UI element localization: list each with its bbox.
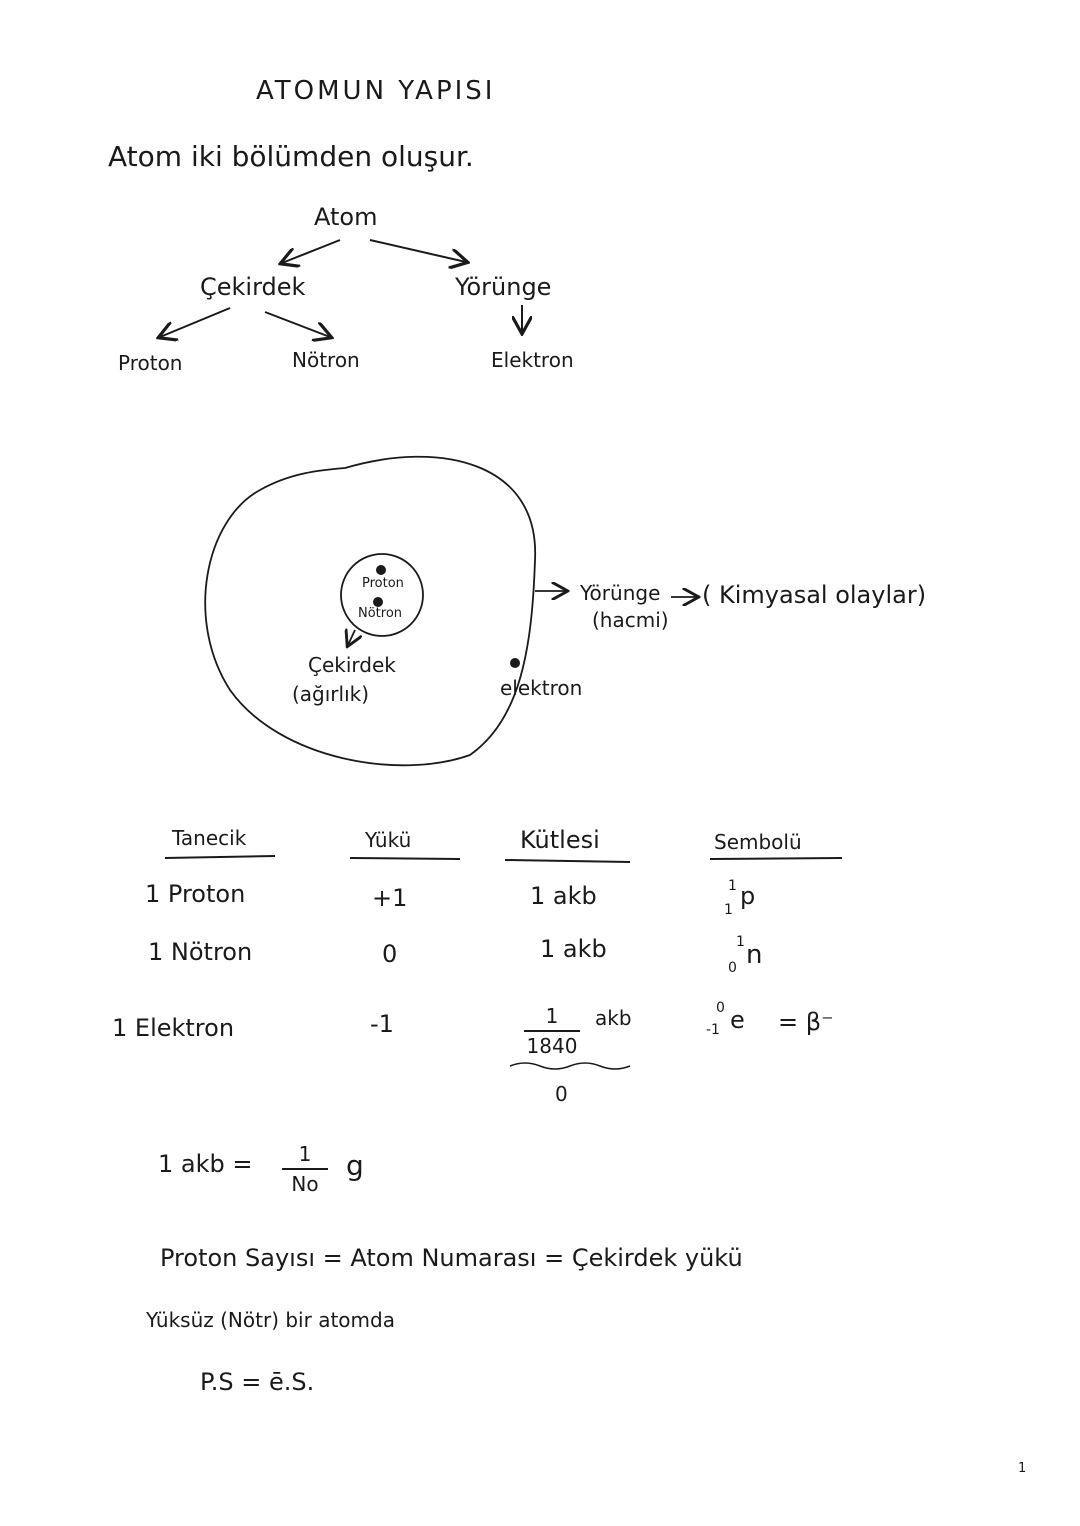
arrow-cekirdek-to-notron <box>265 312 330 337</box>
row-notron-charge: 0 <box>382 940 398 968</box>
tree-root-atom: Atom <box>314 203 378 231</box>
electron-dot <box>510 658 520 668</box>
elektron-beta-equiv: = β⁻ <box>778 1008 834 1036</box>
header-sembolu: Sembolü <box>714 830 802 854</box>
proton-mass-number: 1 <box>728 878 737 894</box>
akb-formula-left: 1 akb = <box>158 1150 253 1178</box>
page-title: ATOMUN YAPISI <box>256 76 496 106</box>
header-yuku: Yükü <box>365 828 412 852</box>
elektron-mass-denominator: 1840 <box>526 1034 578 1058</box>
tree-yorunge: Yörünge <box>455 273 552 301</box>
rule-proton-sayisi: Proton Sayısı = Atom Numarası = Çekirdek yükü <box>160 1244 743 1272</box>
proton-dot <box>376 565 386 575</box>
akb-formula-numerator: 1 <box>282 1142 328 1170</box>
row-proton-particle: 1 Proton <box>145 880 246 908</box>
arrow-atom-to-cekirdek <box>282 240 340 263</box>
cekirdek-label: Çekirdek <box>308 653 396 677</box>
rule-yuksuz-atom: Yüksüz (Nötr) bir atomda <box>146 1308 395 1332</box>
akb-formula-denominator: No <box>291 1172 319 1196</box>
approx-wave <box>510 1063 630 1069</box>
elektron-mass-approx: 0 <box>555 1082 568 1106</box>
orbit-sub-label: (hacmi) <box>592 608 669 632</box>
arrow-to-cekirdek-label <box>348 630 355 645</box>
row-notron-symbol <box>728 932 778 978</box>
elektron-atomic-number: -1 <box>706 1022 720 1038</box>
row-proton-symbol <box>724 876 774 920</box>
cekirdek-sub-label: (ağırlık) <box>292 682 370 706</box>
row-notron-mass: 1 akb <box>540 935 607 963</box>
orbit-label: Yörünge <box>580 581 661 605</box>
page-number: 1 <box>1018 1461 1027 1476</box>
elektron-mass-numerator: 1 <box>524 1004 580 1032</box>
arrow-cekirdek-to-proton <box>160 308 230 337</box>
underline-tanecik <box>165 856 275 858</box>
row-elektron-particle: 1 Elektron <box>112 1014 235 1042</box>
notron-symbol-letter: n <box>746 940 763 970</box>
row-proton-mass: 1 akb <box>530 882 597 910</box>
tree-notron: Nötron <box>292 348 360 372</box>
rule-ps-es: P.S = ē.S. <box>200 1368 315 1396</box>
notron-mass-number: 1 <box>736 934 745 950</box>
row-elektron-symbol <box>706 1000 766 1046</box>
elektron-symbol-letter: e <box>730 1006 745 1034</box>
akb-formula-fraction <box>282 1142 328 1196</box>
elektron-mass-unit: akb <box>595 1006 632 1030</box>
row-proton-charge: +1 <box>372 884 408 912</box>
header-tanecik: Tanecik <box>172 826 247 850</box>
nucleus-notron-label: Nötron <box>358 606 403 621</box>
notron-atomic-number: 0 <box>728 960 737 976</box>
elektron-mass-fraction <box>524 1004 580 1058</box>
proton-atomic-number: 1 <box>724 902 733 918</box>
electron-label: elektron <box>500 676 583 700</box>
header-kutlesi: Kütlesi <box>520 826 600 854</box>
tree-elektron: Elektron <box>491 348 574 372</box>
tree-cekirdek: Çekirdek <box>200 273 306 301</box>
underline-sembolu <box>710 858 842 859</box>
row-elektron-charge: -1 <box>370 1010 394 1038</box>
tree-proton: Proton <box>118 351 183 375</box>
intro-text: Atom iki bölümden oluşur. <box>108 140 474 173</box>
orbit-note: ( Kimyasal olaylar) <box>702 581 927 609</box>
elektron-mass-number: 0 <box>716 1000 725 1016</box>
row-notron-particle: 1 Nötron <box>148 938 253 966</box>
underline-kutlesi <box>505 860 630 862</box>
underline-yuku <box>350 858 460 859</box>
nucleus-proton-label: Proton <box>362 576 404 591</box>
arrow-atom-to-yorunge <box>370 240 466 262</box>
proton-symbol-letter: p <box>740 882 756 910</box>
akb-formula-unit: g <box>346 1149 364 1182</box>
